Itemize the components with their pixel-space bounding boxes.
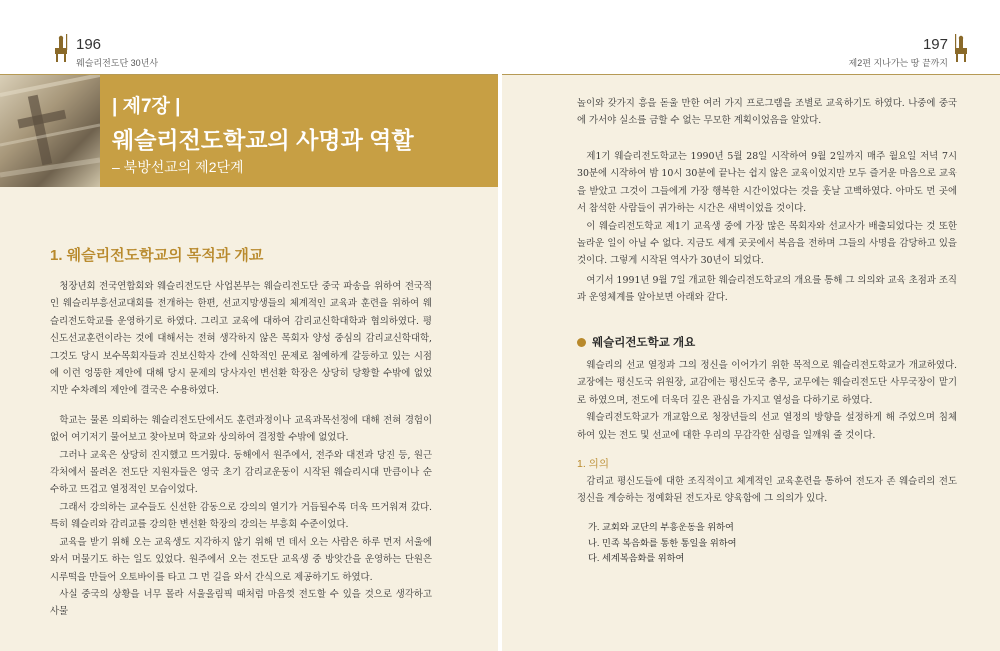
right-body-text-overview (577, 357, 957, 444)
paragraph: 감리교 평신도들에 대한 조직적이고 체계적인 교육훈련을 통하여 전도자 존 웨슬리의 전도 정신을 계승하는 정예화된 전도자로 양육함에 그 의의가 있다. (577, 476, 957, 505)
part-title: 제2편 지나가는 땅 끝까지 (848, 58, 948, 68)
purpose-list (588, 520, 736, 567)
right-body-text-intro (577, 272, 957, 307)
paragraph: 놀이와 갖가지 흥을 돋울 만한 여러 가지 프로그램을 조별로 교육하기도 하였다. 나중에 중국에 가서야 실소를 금할 수 없는 무모한 계획이었음을 알았다. (577, 98, 957, 127)
right-body-text-point (577, 473, 957, 508)
chapter-banner (0, 75, 498, 187)
chapter-subtitle: – 북방선교의 제2단계 (112, 159, 244, 175)
paragraph: 교육을 받기 위해 오는 교육생도 지각하지 않기 위해 먼 데서 오는 사람은 하루 먼저 서울에 와서 머물기도 하는 일도 있었다. 원주에서 오는 전도단 교육생 중 방앗간을 운영하는 단원은 시루떡을 만들어 오토바이를 타고 그 먼 길을 와서 간식으로 제공하기도 하였다. (50, 536, 432, 583)
header-rule (502, 74, 1000, 75)
left-page (0, 0, 498, 651)
paragraph: 여기서 1991년 9월 7일 개교한 웨슬리전도학교의 개요를 통해 그 의의와 교육 초점과 조직과 운영체계를 알아보면 아래와 같다. (577, 275, 957, 304)
right-running-header (502, 0, 1000, 74)
page-number: 197 (922, 36, 948, 53)
knight-on-horse-icon (952, 34, 970, 64)
paragraph: 이 웨슬리전도학교 제1기 교육생 중에 가장 많은 목회자와 선교사가 배출되었다는 것 또한 놀라운 일이 아닐 수 없다. 지금도 세계 곳곳에서 복음을 전하며 그들의 사명을 감당하고 있을 것이다. 그렇게 시작된 역사가 30년이 되었다. (577, 220, 957, 267)
cross-photo-icon (0, 75, 100, 187)
list-item: 가. 교회와 교단의 부흥운동을 위하여 (588, 522, 734, 532)
right-page (502, 0, 1000, 651)
list-item: 다. 세계복음화를 위하여 (588, 553, 685, 563)
book-title: 웨슬리전도단 30년사 (76, 58, 159, 68)
paragraph: 그러나 교육은 상당히 진지했고 뜨거웠다. 동해에서 원주에서, 전주와 대전과 당진 등, 원근 각처에서 몰려온 전도단 지원자들은 영국 초기 감리교운동이 시작된 웨슬리시대 만큼이나 순수하고 뜨겁고 열정적인 모습이었다. (50, 449, 432, 496)
subsection-title: 웨슬리전도학교 개요 (592, 337, 696, 349)
list-item: 나. 민족 복음화를 통한 통일을 위하여 (588, 537, 737, 548)
chapter-photo (0, 75, 100, 187)
paragraph: 웨슬리의 선교 열정과 그의 정신을 이어가기 위한 목적으로 웨슬리전도학교가 개교하였다. 교장에는 평신도국 위원장, 교감에는 평신도국 총무, 교무에는 웨슬리전도단 사무국장이 맡기로 하였으며, 전도에 더욱더 깊은 관심을 가지고 열성을 다하기로 하였다. (577, 360, 957, 406)
section-title: 1. 웨슬리전도학교의 목적과 개교 (50, 247, 264, 264)
chapter-title: 웨슬리전도학교의 사명과 역할 (112, 127, 414, 153)
paragraph: 청장년회 전국연합회와 웨슬리전도단 사업본부는 웨슬리전도단 중국 파송을 위하여 전국적인 웨슬리부흥선교대회를 전개하는 한편, 선교지망생들의 체계적인 교육과 훈련을 위하여 웨슬리전도학교를 운영하기로 하였다. 그리고 교육에 대하여 감리교신학대학과 협의하였다. 평신도선교훈련이라는 것에 대해서는 전혀 생각하지 않은 목회자 양성 중심의 감리교신학대학, 그것도 당시 보수목회자들과 진보신학자 간에 신학적인 문제로 첨예하게 갈등하고 있는 시점에 이런 엉뚱한 제안에 대해 당시 문제의 당사자인 변선환 학장은 상당히 당황할 수밖에 없었지만 수차례의 제안에 결국은 수용하였다. (50, 281, 432, 397)
left-body-text (50, 278, 432, 621)
paragraph: 사실 중국의 상황을 너무 몰라 서울올림픽 때처럼 마음껏 전도할 수 있을 것으로 생각하고 사물 (50, 588, 432, 618)
paragraph: 웨슬리전도학교가 개교함으로 청장년들의 선교 열정의 방향을 설정하게 해 주었으며 침체하여 있는 전도 및 선교에 대한 우리의 무감각한 심령을 일깨워 줄 것이다. (577, 412, 957, 441)
chapter-label: | 제7장 | (112, 96, 181, 117)
bullet-dot-icon (577, 338, 586, 347)
subsection-heading (577, 334, 695, 350)
page-number: 196 (76, 36, 102, 53)
point-title: 1. 의의 (577, 458, 609, 470)
paragraph: 그래서 강의하는 교수들도 신선한 감동으로 강의의 열기가 거듭될수록 더욱 뜨거워져 갔다. 특히 웨슬리와 감리교를 강의한 변선환 학장의 강의는 부흥회 수준이었다. (50, 501, 432, 531)
right-body-text-top (577, 95, 957, 130)
paragraph: 학교는 물론 의뢰하는 웨슬리전도단에서도 훈련과정이나 교육과목선정에 대해 전혀 경험이 없어 여기저기 물어보고 찾아보며 학교와 상의하여 결정할 수밖에 없었다. (50, 414, 432, 444)
right-body-text-mid (577, 148, 957, 270)
paragraph: 제1기 웨슬리전도학교는 1990년 5월 28일 시작하여 9월 2일까지 매주 월요일 저녁 7시 30분에 시작하여 밤 10시 30분에 끝나는 쉽지 않은 교육이었지만 모두 즐거운 마음으로 교육을 받았고 그것이 그들에게 가장 행복한 시간이었다는 것을 훗날 고백하였다. 아마도 먼 곳에서 참석한 사람들이 귀가하는 시간은 새벽이었을 것이다. (577, 151, 957, 215)
knight-on-horse-icon (52, 34, 70, 64)
left-running-header (0, 0, 498, 74)
